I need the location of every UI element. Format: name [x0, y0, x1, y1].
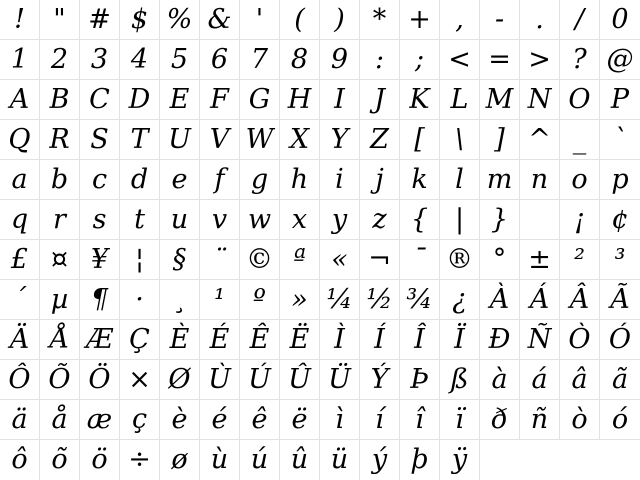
glyph-cell[interactable]: 6: [200, 40, 240, 80]
glyph-cell[interactable]: ê: [240, 400, 280, 440]
glyph-cell[interactable]: ¨: [200, 240, 240, 280]
glyph-cell[interactable]: Ö: [80, 360, 120, 400]
glyph-cell[interactable]: þ: [400, 440, 440, 480]
glyph-cell[interactable]: î: [400, 400, 440, 440]
glyph-cell[interactable]: è: [160, 400, 200, 440]
glyph-cell[interactable]: à: [480, 360, 520, 400]
glyph-cell[interactable]: K: [400, 80, 440, 120]
glyph-cell[interactable]: á: [520, 360, 560, 400]
glyph-cell[interactable]: d: [120, 160, 160, 200]
glyph-cell[interactable]: â: [560, 360, 600, 400]
glyph-cell[interactable]: L: [440, 80, 480, 120]
glyph-cell[interactable]: Ú: [240, 360, 280, 400]
glyph-cell[interactable]: Z: [360, 120, 400, 160]
glyph-cell[interactable]: G: [240, 80, 280, 120]
glyph-cell[interactable]: ï: [440, 400, 480, 440]
glyph-cell[interactable]: É: [200, 320, 240, 360]
glyph-cell[interactable]: t: [120, 200, 160, 240]
glyph-cell[interactable]: ,: [440, 0, 480, 40]
glyph-cell[interactable]: ´: [0, 280, 40, 320]
glyph-cell[interactable]: s: [80, 200, 120, 240]
glyph-cell[interactable]: °: [480, 240, 520, 280]
glyph-cell[interactable]: ¤: [40, 240, 80, 280]
glyph-cell[interactable]: ²: [560, 240, 600, 280]
glyph-cell[interactable]: S: [80, 120, 120, 160]
glyph-cell[interactable]: W: [240, 120, 280, 160]
glyph-cell[interactable]: P: [600, 80, 640, 120]
glyph-cell[interactable]: ÷: [120, 440, 160, 480]
glyph-cell[interactable]: w: [240, 200, 280, 240]
glyph-cell[interactable]: I: [320, 80, 360, 120]
glyph-cell[interactable]: f: [200, 160, 240, 200]
glyph-cell[interactable]: {: [400, 200, 440, 240]
glyph-cell[interactable]: x: [280, 200, 320, 240]
glyph-cell[interactable]: Ë: [280, 320, 320, 360]
glyph-cell[interactable]: º: [240, 280, 280, 320]
glyph-cell[interactable]: ú: [240, 440, 280, 480]
glyph-cell[interactable]: 4: [120, 40, 160, 80]
glyph-cell[interactable]: Y: [320, 120, 360, 160]
glyph-cell[interactable]: M: [480, 80, 520, 120]
glyph-cell[interactable]: ½: [360, 280, 400, 320]
glyph-cell[interactable]: Å: [40, 320, 80, 360]
glyph-cell[interactable]: n: [520, 160, 560, 200]
glyph-cell[interactable]: ;: [400, 40, 440, 80]
glyph-cell[interactable]: l: [440, 160, 480, 200]
glyph-cell[interactable]: X: [280, 120, 320, 160]
empty-region: [480, 440, 640, 480]
glyph-cell[interactable]: a: [0, 160, 40, 200]
glyph-cell[interactable]: ±: [520, 240, 560, 280]
glyph-cell[interactable]: C: [80, 80, 120, 120]
glyph-cell[interactable]: 3: [80, 40, 120, 80]
glyph-cell[interactable]: õ: [40, 440, 80, 480]
glyph-cell[interactable]: Ì: [320, 320, 360, 360]
glyph-cell[interactable]: Ñ: [520, 320, 560, 360]
glyph-cell[interactable]: }: [480, 200, 520, 240]
glyph-cell[interactable]: ®: [440, 240, 480, 280]
glyph-cell[interactable]: m: [480, 160, 520, 200]
glyph-cell[interactable]: ¹: [200, 280, 240, 320]
glyph-cell[interactable]: D: [120, 80, 160, 120]
glyph-cell[interactable]: ñ: [520, 400, 560, 440]
glyph-cell[interactable]: h: [280, 160, 320, 200]
glyph-cell[interactable]: Þ: [400, 360, 440, 400]
glyph-cell[interactable]: ": [40, 0, 80, 40]
glyph-cell[interactable]: Á: [520, 280, 560, 320]
glyph-cell[interactable]: ¬: [360, 240, 400, 280]
glyph-cell[interactable]: +: [400, 0, 440, 40]
glyph-cell[interactable]: [: [400, 120, 440, 160]
glyph-cell[interactable]: R: [40, 120, 80, 160]
glyph-cell[interactable]: ]: [480, 120, 520, 160]
glyph-cell[interactable]: A: [0, 80, 40, 120]
glyph-cell[interactable]: j: [360, 160, 400, 200]
glyph-cell[interactable]: F: [200, 80, 240, 120]
glyph-cell[interactable]: H: [280, 80, 320, 120]
glyph-cell[interactable]: 1: [0, 40, 40, 80]
glyph-cell[interactable]: Ó: [600, 320, 640, 360]
glyph-cell[interactable]: ø: [160, 440, 200, 480]
glyph-cell[interactable]: c: [80, 160, 120, 200]
glyph-cell[interactable]: g: [240, 160, 280, 200]
glyph-cell[interactable]: ×: [120, 360, 160, 400]
glyph-cell[interactable]: J: [360, 80, 400, 120]
glyph-cell[interactable]: ö: [80, 440, 120, 480]
glyph-cell[interactable]: ³: [600, 240, 640, 280]
glyph-cell[interactable]: Ý: [360, 360, 400, 400]
glyph-cell[interactable]: _: [560, 120, 600, 160]
glyph-cell[interactable]: È: [160, 320, 200, 360]
glyph-cell[interactable]: Õ: [40, 360, 80, 400]
empty-glyph-cell[interactable]: [520, 200, 560, 240]
glyph-cell[interactable]: q: [0, 200, 40, 240]
glyph-cell[interactable]: 9: [320, 40, 360, 80]
glyph-cell[interactable]: 2: [40, 40, 80, 80]
glyph-cell[interactable]: Û: [280, 360, 320, 400]
glyph-cell[interactable]: Ô: [0, 360, 40, 400]
glyph-cell[interactable]: E: [160, 80, 200, 120]
glyph-cell[interactable]: V: [200, 120, 240, 160]
glyph-cell[interactable]: Ø: [160, 360, 200, 400]
glyph-cell[interactable]: |: [440, 200, 480, 240]
glyph-cell[interactable]: é: [200, 400, 240, 440]
glyph-cell[interactable]: $: [120, 0, 160, 40]
glyph-cell[interactable]: Ù: [200, 360, 240, 400]
glyph-cell[interactable]: y: [320, 200, 360, 240]
glyph-cell[interactable]: ¦: [120, 240, 160, 280]
glyph-cell[interactable]: Ï: [440, 320, 480, 360]
glyph-cell[interactable]: ¯: [400, 240, 440, 280]
glyph-cell[interactable]: í: [360, 400, 400, 440]
glyph-cell[interactable]: 8: [280, 40, 320, 80]
glyph-cell[interactable]: N: [520, 80, 560, 120]
glyph-cell[interactable]: !: [0, 0, 40, 40]
glyph-cell[interactable]: `: [600, 120, 640, 160]
glyph-cell[interactable]: *: [360, 0, 400, 40]
glyph-cell[interactable]: =: [480, 40, 520, 80]
glyph-cell[interactable]: p: [600, 160, 640, 200]
glyph-cell[interactable]: ©: [240, 240, 280, 280]
glyph-cell[interactable]: ¥: [80, 240, 120, 280]
glyph-cell[interactable]: 0: [600, 0, 640, 40]
glyph-cell[interactable]: ù: [200, 440, 240, 480]
glyph-cell[interactable]: /: [560, 0, 600, 40]
glyph-cell[interactable]: -: [480, 0, 520, 40]
glyph-cell[interactable]: ¼: [320, 280, 360, 320]
glyph-cell[interactable]: Ò: [560, 320, 600, 360]
glyph-cell[interactable]: Â: [560, 280, 600, 320]
glyph-cell[interactable]: Æ: [80, 320, 120, 360]
glyph-cell[interactable]: µ: [40, 280, 80, 320]
glyph-cell[interactable]: «: [320, 240, 360, 280]
glyph-cell[interactable]: r: [40, 200, 80, 240]
glyph-cell[interactable]: (: [280, 0, 320, 40]
glyph-cell[interactable]: #: [80, 0, 120, 40]
glyph-cell[interactable]: ª: [280, 240, 320, 280]
glyph-cell[interactable]: ¸: [160, 280, 200, 320]
glyph-cell[interactable]: 5: [160, 40, 200, 80]
glyph-cell[interactable]: ^: [520, 120, 560, 160]
glyph-cell[interactable]: <: [440, 40, 480, 80]
glyph-cell[interactable]: ): [320, 0, 360, 40]
glyph-cell[interactable]: ô: [0, 440, 40, 480]
glyph-cell[interactable]: ð: [480, 400, 520, 440]
glyph-cell[interactable]: ¾: [400, 280, 440, 320]
glyph-cell[interactable]: >: [520, 40, 560, 80]
glyph-cell[interactable]: Î: [400, 320, 440, 360]
glyph-cell[interactable]: û: [280, 440, 320, 480]
glyph-cell[interactable]: ·: [120, 280, 160, 320]
glyph-cell[interactable]: ¡: [560, 200, 600, 240]
glyph-cell[interactable]: ë: [280, 400, 320, 440]
glyph-cell[interactable]: ç: [120, 400, 160, 440]
glyph-cell[interactable]: ÿ: [440, 440, 480, 480]
glyph-cell[interactable]: .: [520, 0, 560, 40]
glyph-cell[interactable]: ': [240, 0, 280, 40]
glyph-cell[interactable]: Ã: [600, 280, 640, 320]
glyph-cell[interactable]: æ: [80, 400, 120, 440]
glyph-cell[interactable]: ü: [320, 440, 360, 480]
glyph-cell[interactable]: Ê: [240, 320, 280, 360]
glyph-cell[interactable]: ?: [560, 40, 600, 80]
glyph-cell[interactable]: ì: [320, 400, 360, 440]
glyph-cell[interactable]: ò: [560, 400, 600, 440]
glyph-cell[interactable]: Q: [0, 120, 40, 160]
glyph-cell[interactable]: Ð: [480, 320, 520, 360]
glyph-cell[interactable]: ¶: [80, 280, 120, 320]
glyph-cell[interactable]: ¿: [440, 280, 480, 320]
glyph-cell[interactable]: 7: [240, 40, 280, 80]
glyph-cell[interactable]: u: [160, 200, 200, 240]
glyph-cell[interactable]: O: [560, 80, 600, 120]
glyph-cell[interactable]: B: [40, 80, 80, 120]
glyph-cell[interactable]: å: [40, 400, 80, 440]
glyph-cell[interactable]: @: [600, 40, 640, 80]
glyph-cell[interactable]: À: [480, 280, 520, 320]
glyph-cell[interactable]: b: [40, 160, 80, 200]
glyph-cell[interactable]: z: [360, 200, 400, 240]
glyph-cell[interactable]: Ç: [120, 320, 160, 360]
glyph-cell[interactable]: §: [160, 240, 200, 280]
glyph-cell[interactable]: Í: [360, 320, 400, 360]
glyph-cell[interactable]: o: [560, 160, 600, 200]
glyph-cell[interactable]: ó: [600, 400, 640, 440]
glyph-cell[interactable]: :: [360, 40, 400, 80]
glyph-cell[interactable]: ß: [440, 360, 480, 400]
glyph-cell[interactable]: \: [440, 120, 480, 160]
glyph-cell[interactable]: U: [160, 120, 200, 160]
glyph-cell[interactable]: v: [200, 200, 240, 240]
glyph-cell[interactable]: ¢: [600, 200, 640, 240]
glyph-cell[interactable]: i: [320, 160, 360, 200]
glyph-cell[interactable]: &: [200, 0, 240, 40]
glyph-cell[interactable]: ý: [360, 440, 400, 480]
glyph-cell[interactable]: e: [160, 160, 200, 200]
glyph-cell[interactable]: £: [0, 240, 40, 280]
glyph-cell[interactable]: Ä: [0, 320, 40, 360]
glyph-cell[interactable]: ã: [600, 360, 640, 400]
glyph-cell[interactable]: ä: [0, 400, 40, 440]
glyph-cell[interactable]: k: [400, 160, 440, 200]
glyph-cell[interactable]: Ü: [320, 360, 360, 400]
glyph-cell[interactable]: T: [120, 120, 160, 160]
glyph-cell[interactable]: %: [160, 0, 200, 40]
glyph-cell[interactable]: »: [280, 280, 320, 320]
